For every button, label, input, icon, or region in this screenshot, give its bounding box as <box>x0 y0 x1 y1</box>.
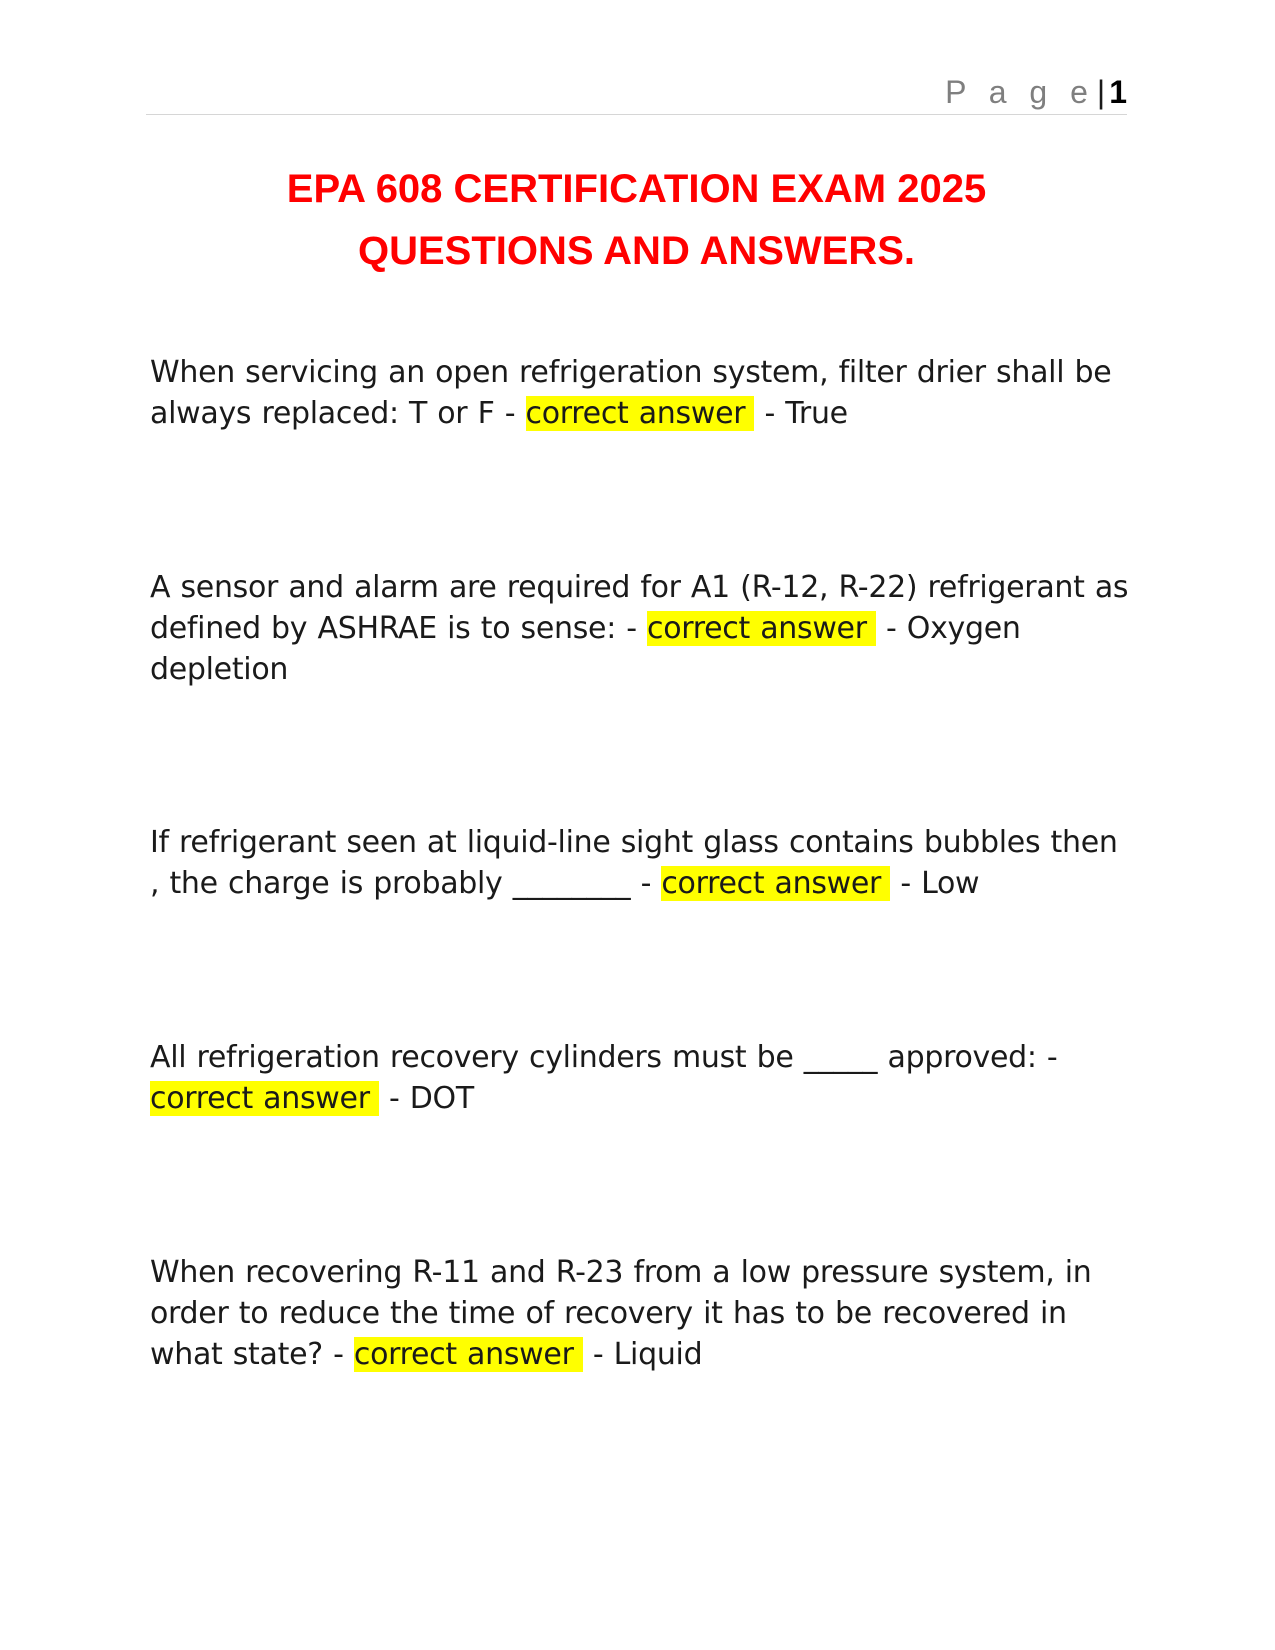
question-text: All refrigeration recovery cylinders must be _____ approved: - <box>150 1040 1058 1075</box>
answer-text: - True <box>764 396 848 431</box>
page-number: 1 <box>1109 74 1127 110</box>
page-number-label <box>945 74 1127 110</box>
qa-item-5 <box>150 1252 1135 1375</box>
answer-highlight: correct answer <box>661 866 890 901</box>
question-text: A sensor and alarm are required for A1 (R-12, R-22) refrigerant as defined by ASHRAE is to sense: - <box>150 570 1129 646</box>
page-header <box>146 70 1127 115</box>
answer-highlight: correct answer <box>647 611 876 646</box>
question-text: When recovering R-11 and R-23 from a low pressure system, in order to reduce the time of recovery it has to be recovered in what state? - <box>150 1255 1092 1372</box>
qa-item-4 <box>150 1037 1135 1119</box>
answer-text: - Low <box>900 866 980 901</box>
answer-text: - Liquid <box>592 1337 703 1372</box>
document-title <box>146 158 1127 282</box>
answer-text: - DOT <box>389 1081 474 1116</box>
question-text: When servicing an open refrigeration system, filter drier shall be always replaced: T or F - <box>150 355 1112 431</box>
answer-highlight: correct answer <box>526 396 755 431</box>
answer-text: - Oxygen depletion <box>150 611 1021 687</box>
title-line-2: QUESTIONS AND ANSWERS. <box>357 229 916 273</box>
answer-highlight: correct answer <box>354 1337 583 1372</box>
page-word: P a g e <box>945 74 1095 110</box>
page-separator: | <box>1096 74 1106 110</box>
title-line-1: EPA 608 CERTIFICATION EXAM 2025 <box>286 167 987 211</box>
answer-highlight: correct answer <box>150 1081 379 1116</box>
qa-item-1 <box>150 352 1135 434</box>
qa-item-2 <box>150 567 1135 690</box>
question-text: If refrigerant seen at liquid-line sight glass contains bubbles then , the charge is probably ________ - <box>150 825 1118 901</box>
qa-item-3 <box>150 822 1135 904</box>
